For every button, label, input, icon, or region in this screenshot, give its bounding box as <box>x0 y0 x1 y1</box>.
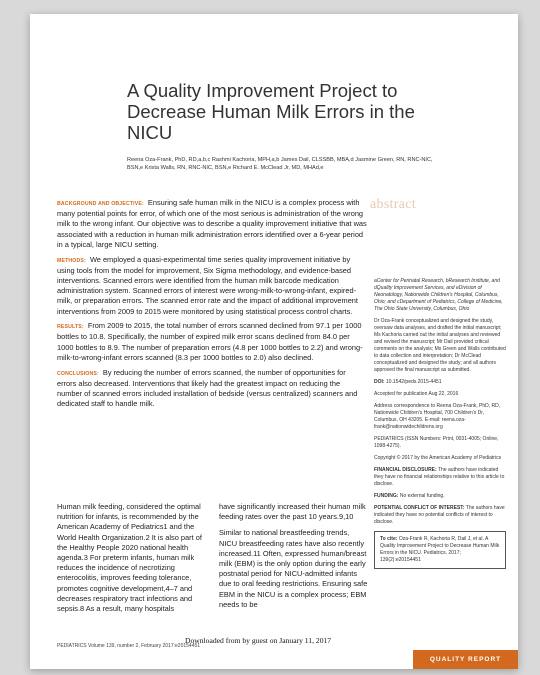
conflict-text: The authors have indicated they have no potential conflicts of interest to disclose. <box>374 505 505 525</box>
conclusions-text: By reducing the number of errors scanned, the number of opportunities for errors also decreased. Interventions that likely had the greatest impact on reducing the number of scanned errors included installation of bedside (versus centralized) scanners and dedicated staff to handle milk. <box>57 367 358 409</box>
article-sidebar <box>374 278 506 569</box>
body-paragraph: have significantly increased their human milk feeding rates over the past 10 years.9,10 <box>219 502 366 522</box>
download-note: Downloaded from by guest on January 11, 2017 <box>185 636 332 645</box>
conflict-label: POTENTIAL CONFLICT OF INTEREST: <box>374 505 465 511</box>
body-paragraph: Human milk feeding, considered the optimal nutrition for infants, is recommended by the American Academy of Pediatrics1 and the World Health Organization.2 It is also part of the Healthy People 2020 national health agenda.3 For preterm infants, human milk reduces the incidence of necrotizing enterocolitis, improves feeding tolerance, promotes cognitive development,4–7 and decreases respiratory tract infections and sepsis.8 As a result, many hospitals <box>57 502 202 614</box>
abstract-results <box>57 321 367 363</box>
financial-disclosure <box>374 467 506 488</box>
abstract-conclusions <box>57 368 367 410</box>
cite-text: Oza-Frank R, Kachoria R, Dail J, et al. A Quality Improvement Project to Decrease Human Milk Errors in the NICU. Pediatrics. 2017; 139(2):e20154451 <box>380 536 500 563</box>
methods-text: We employed a quasi-experimental time series quality improvement initiative by using tools from the model for improvement, Six Sigma methodology, and evidence-based interventions. Scanned errors were identified from the human milk barcode medication administration system. Scanned errors of interest were wrong-milk-to-wrong-infant, expired-milk, or preparation errors. The scanned error rate and the impact of additional improvement interventions from 2009 to 2015 were monitored by using statistical process control charts. <box>57 254 358 316</box>
citation-box <box>374 531 506 569</box>
results-text: From 2009 to 2015, the total number of errors scanned declined from 97.1 per 1000 bottles to 10.8. Specifically, the number of expired milk error scans declined from 84.0 per 1000 bottles to 8.9. The number of preparation errors (4.8 per 1000 bottles to 2.2) and wrong-milk-to-wrong-infant errors scanned (8.3 per 1000 bottles to 2.0) also declined. <box>57 321 363 362</box>
body-column-2 <box>219 502 369 620</box>
funding <box>374 493 506 500</box>
abstract-background <box>57 198 367 250</box>
financial-label: FINANCIAL DISCLOSURE: <box>374 467 437 473</box>
article-title: A Quality Improvement Project to Decrease Human Milk Errors in the NICU <box>127 80 415 143</box>
doi-label: DOI: <box>374 379 385 385</box>
author-list: Reena Oza-Frank, PhD, RD,a,b,c Rashmi Kachoria, MPH,a,b James Dail, CLSSBB, MBA,d Jasmine Green, RN, RNC-NIC, BSN,e Krista Walls, RN, RNC-NIC, BSN,e Richard E. McClead Jr, MD, MHAd,e <box>127 157 433 172</box>
doi-link[interactable]: 10.1542/peds.2015-4451 <box>385 379 442 385</box>
accepted-date: Accepted for publication Aug 22, 2016 <box>374 391 459 397</box>
abstract-body <box>57 198 367 414</box>
body-paragraph: Similar to national breastfeeding trends, NICU breastfeeding rates have also recently increased.11 Often, expressed human/breast milk (EBM) is the only option during the early postnatal period for NICU-admitted infants due to oral feeding restrictions. Ensuring safe EBM in the NICU is a complex process; EBM needs to be <box>219 528 368 609</box>
abstract-heading: abstract <box>370 197 416 212</box>
methods-label: METHODS: <box>57 257 86 264</box>
background-label: BACKGROUND AND OBJECTIVE: <box>57 201 144 207</box>
funding-text: No external funding. <box>399 493 445 499</box>
conclusions-label: CONCLUSIONS: <box>57 370 99 377</box>
doi-line <box>374 379 506 386</box>
financial-text: The authors have indicated they have no financial relationships relative to this article to disclose. <box>374 467 505 487</box>
funding-label: FUNDING: <box>374 493 399 499</box>
author-contributions: Dr Oza-Frank conceptualized and designed the study, oversaw data analyses, and drafted the initial manuscript; Ms Kachoria carried out the initial analyses and reviewed and revised the manuscript; Mr Dail provided critical comments on the analysis; Ms Green and Walls contributed to data collection and interpretation; Dr McClead conceptualized and designed the study; and all authors approved the final manuscript as submitted. <box>374 318 506 373</box>
results-label: RESULTS: <box>57 324 84 331</box>
affiliations: aCenter for Perinatal Research, bResearch Institute, and dQuality Improvement Services, and eDivision of Neonatology, Nationwide Children's Hospital, Columbus, Ohio; and cDepartment of Pediatrics, College of Medicine, The Ohio State University, Columbus, Ohio <box>374 278 503 312</box>
article-page <box>30 14 518 669</box>
cite-label: To cite: <box>380 536 398 542</box>
journal-footer: PEDIATRICS Volume 139, number 2, February 2017:e20154451 <box>57 643 201 649</box>
copyright: Copyright © 2017 by the American Academy of Pediatrics <box>374 455 502 461</box>
conflict-of-interest <box>374 505 506 526</box>
section-band: QUALITY REPORT <box>413 650 518 669</box>
abstract-methods <box>57 255 367 317</box>
correspondence: Address correspondence to Reena Oza-Frank, PhD, RD, Nationwide Children's Hospital, 700 Children's Dr, Columbus, OH 43205. E-mail: reena.oza-frank@nationwidechildrens.org <box>374 403 501 430</box>
body-text <box>57 502 369 620</box>
issn-info: PEDIATRICS (ISSN Numbers: Print, 0031-4005; Online, 1098-4275). <box>374 436 499 449</box>
body-column-1 <box>57 502 207 620</box>
background-text: Ensuring safe human milk in the NICU is a complex process with many potential points for error, of which one of the most serious is administration of the wrong milk to the wrong infant. Our objective was to describe a quality improvement initiative that was associated with a reduction in human milk administration errors identified over a 6-year period in a typical, large NICU setting. <box>57 198 367 249</box>
